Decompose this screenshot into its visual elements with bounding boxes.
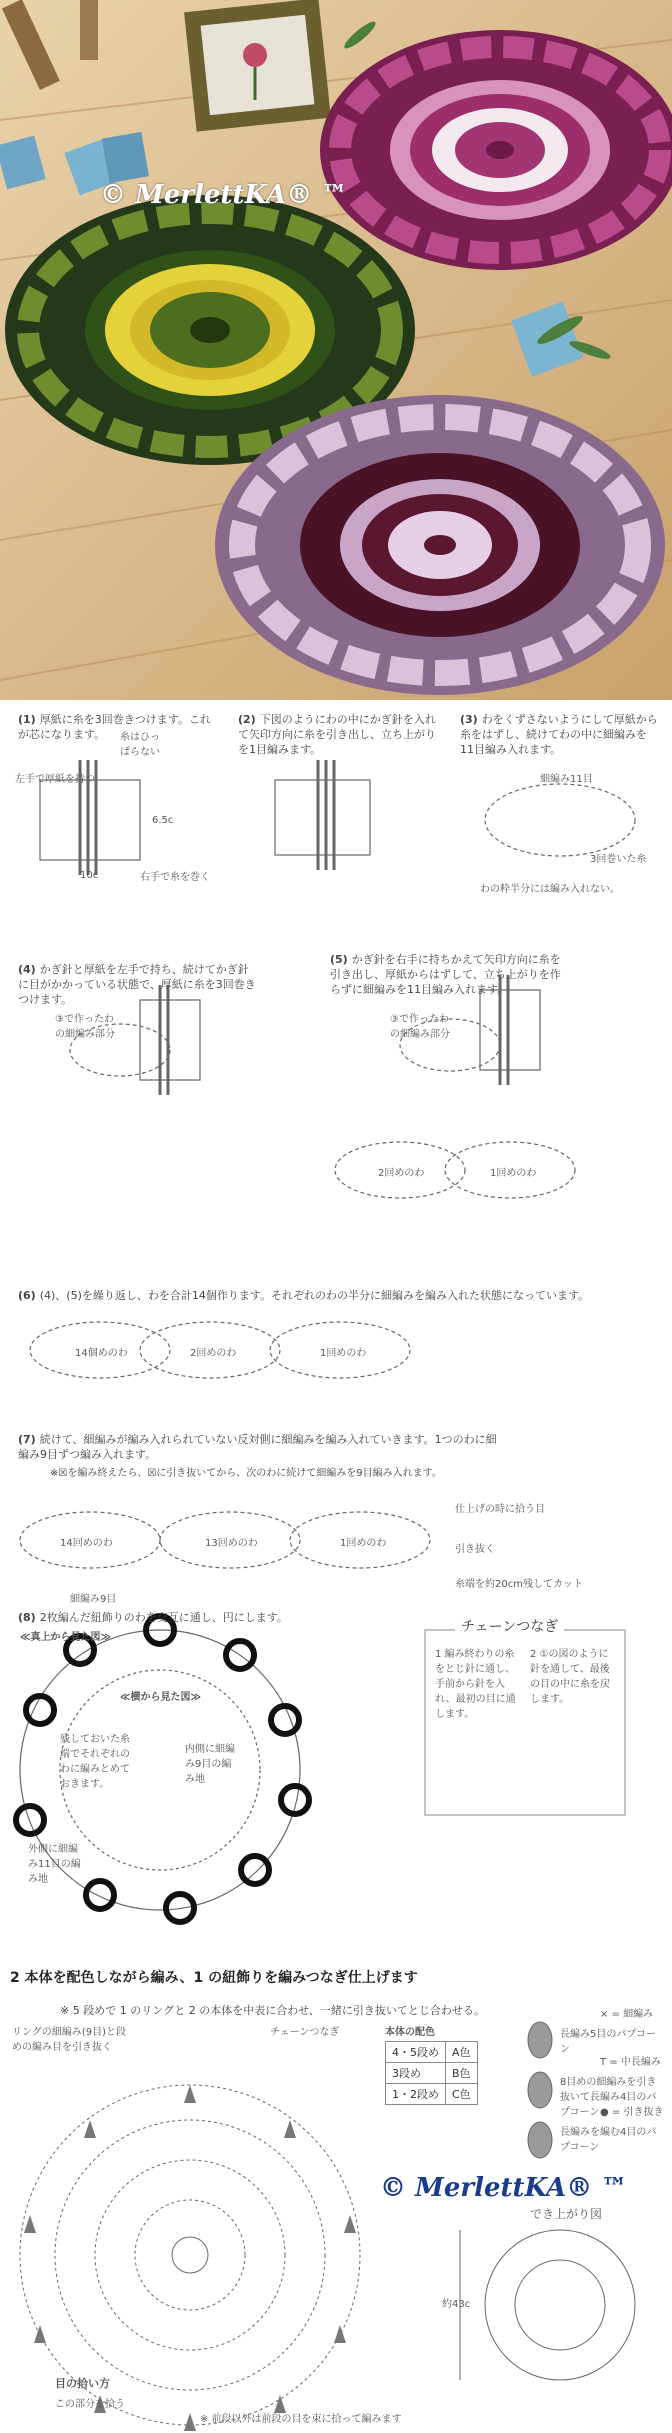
color-row-rows: 1・2段め — [386, 2084, 446, 2105]
legend-symbol: T = 中長編み — [600, 2057, 661, 2068]
step-1-label: 糸はひっぱらない — [120, 732, 160, 758]
step-4-label: ③で作ったわの細編み部分 — [55, 1014, 115, 1040]
step-1-label: 左手で厚紙を持つ — [15, 774, 95, 785]
step-5-label: 2回めのわ — [378, 1168, 425, 1179]
step-3: (3) わをくずさないようにして厚紙から糸をはずし、続けてわの中に細編みを11目編み入れます。 — [460, 713, 658, 756]
step-1-label: 右手で糸を巻く — [140, 872, 210, 883]
step-8-label: ≪横から見た図≫ — [120, 1692, 201, 1703]
step-3-label: 細編み11目 — [540, 774, 593, 785]
product-photo — [0, 0, 672, 700]
watermark-top: © MerlettKA® ™ — [100, 180, 348, 210]
cushions-photo-illustration — [0, 0, 672, 700]
section-2-title: 2 本体を配色しながら編み、1 の紐飾りを編みつなぎ仕上げます — [10, 1970, 418, 1986]
step-8: (8) 2枚編んだ紐飾りのわを交互に通し、円にします。 — [18, 1611, 288, 1624]
step-4: (4) かぎ針と厚紙を左手で持ち、続けてかぎ針に目がかかっている状態で、厚紙に糸を3回巻きつけます。 — [18, 963, 256, 1006]
step-7-label: 14回めのわ — [60, 1538, 113, 1549]
step-1-label: 10c — [80, 870, 99, 881]
pickup-title: 目の拾い方 — [55, 2377, 110, 2390]
instruction-steps — [0, 700, 672, 1960]
step-8-label: 外側に細編み11目の編み地 — [28, 1844, 81, 1885]
step-7-label: 引き抜く — [455, 1544, 495, 1555]
color-row-color: B色 — [446, 2063, 478, 2084]
section-2-note: ※ 5 段めで 1 のリングと 2 の本体を中表に合わせ、一緒に引き抜いてとじ合わせる。 — [60, 2004, 485, 2017]
step-8-label: 内側に細編み9目の編み地 — [185, 1744, 235, 1785]
finished-label: でき上がり図 — [530, 2207, 603, 2221]
color-row-color: A色 — [446, 2042, 478, 2063]
color-table-title: 本体の配色 — [385, 2027, 435, 2038]
step-8-label: 残しておいた糸端でそれぞれのわに編みとめておきます。 — [60, 1734, 130, 1790]
color-table — [385, 2041, 478, 2105]
chain-join-text-2: 2 ①の図のように針を通して、最後の目の中に糸を戻します。 — [530, 1649, 610, 1705]
step-6: (6) (4)、(5)を繰り返し、わを合計14個作ります。それぞれのわの半分に細編みを編み入れた状態になっています。 — [18, 1289, 590, 1302]
step-7-label: 糸端を約20cm残してカット — [455, 1579, 583, 1590]
step-7-label: 細編み9目 — [70, 1594, 117, 1605]
picture-frame — [184, 0, 331, 132]
step-6-label: 14個めのわ — [75, 1348, 128, 1359]
step-7-label: 仕上げの時に拾う目 — [455, 1504, 545, 1515]
step-7-label: 13回めのわ — [205, 1538, 258, 1549]
color-row-rows: 3段め — [386, 2063, 446, 2084]
legend-item: 長編み5目のパプコーン — [560, 2029, 656, 2055]
step-3-label: わの粋半分には編み入れない。 — [480, 884, 620, 895]
chart-chain-label: チェーンつなぎ — [270, 2027, 340, 2038]
footer-note: ※ 前段以外は前段の目を束に拾って編みます — [200, 2414, 402, 2425]
chain-join-title: チェーンつなぎ — [455, 1616, 564, 1636]
color-row-rows: 4・5段め — [386, 2042, 446, 2063]
step-5-label: ③で作ったわの細編み部分 — [390, 1014, 450, 1040]
legend-symbol: ● = 引き抜き — [600, 2107, 664, 2118]
watermark-bottom: © MerlettKA® ™ — [380, 2173, 628, 2203]
step-5: (5) かぎ針を右手に持ちかえて矢印方向に糸を引き出し、厚紙からはずして、立ち上がりを作らずに細編みを11目編み入れます。 — [330, 953, 561, 996]
size-label: 約43c — [442, 2299, 471, 2310]
step-2: (2) 下図のようにわの中にかぎ針を入れて矢印方向に糸を引き出し、立ち上がりを1目編みます。 — [238, 713, 436, 756]
legend-item: 8目めの細編みを引き抜いて長編み4目のパプコーン — [560, 2077, 657, 2118]
step-3-label: 3回巻いた糸 — [590, 854, 647, 865]
step-7: (7) 続けて、細編みが編み入れられていない反対側に細編みを編み入れていきます。1つのわに細編み9目ずつ編み入れます。 — [18, 1433, 497, 1461]
chain-join-text-1: 1 編み終わりの糸をとじ針に通し、手前から針を入れ、最初の目に通します。 — [435, 1649, 516, 1720]
lilac-cushion — [215, 395, 665, 695]
step-1: (1) 厚紙に糸を3回巻きつけます。これが芯になります。 — [18, 713, 211, 741]
step-1-label: 6.5c — [152, 815, 174, 826]
step-7-note: ※☒を編み終えたら、☒に引き抜いてから、次のわに続けて細編みを9目編み入れます。 — [50, 1468, 442, 1479]
step-5-label: 1回めのわ — [490, 1168, 537, 1179]
pickup-sub: この部分を拾う — [55, 2399, 125, 2410]
step-6-label: 1回めのわ — [320, 1348, 367, 1359]
step-7-label: 1回めのわ — [340, 1538, 387, 1549]
step-6-label: 2回めのわ — [190, 1348, 237, 1359]
section-2 — [0, 1955, 672, 2433]
color-row-color: C色 — [446, 2084, 478, 2105]
legend-item: 長編みを編む4目のパプコーン — [560, 2127, 657, 2153]
magenta-cushion — [320, 30, 672, 270]
chart-note: リングの細編み(9目)と段めの編み目を引き抜く — [12, 2027, 126, 2053]
step-8-label: ≪真上から見た図≫ — [20, 1632, 111, 1643]
legend-symbol: × = 細編み — [600, 2009, 654, 2020]
